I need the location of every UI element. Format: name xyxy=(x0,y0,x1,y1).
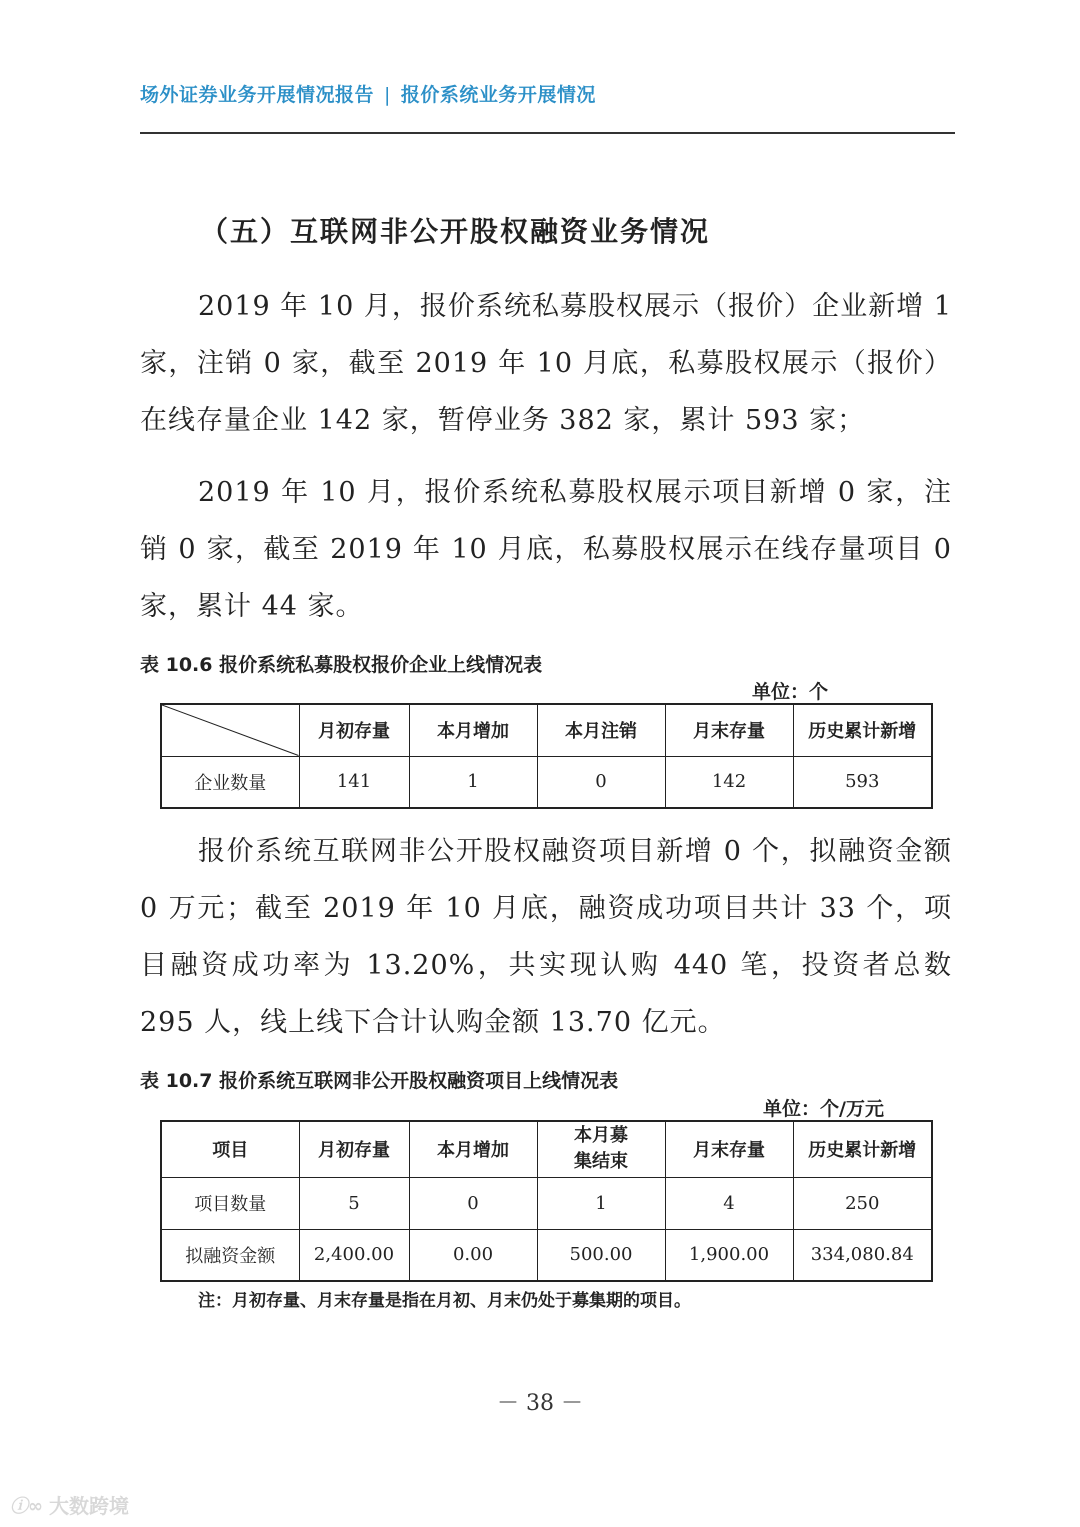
table2-cell: 项目数量 xyxy=(161,1177,299,1229)
table2-cell: 2,400.00 xyxy=(299,1229,409,1281)
table2-cell: 334,080.84 xyxy=(793,1229,932,1281)
table2-cell: 拟融资金额 xyxy=(161,1229,299,1281)
table2-header-cell: 月初存量 xyxy=(299,1121,409,1177)
table2-cell: 5 xyxy=(299,1177,409,1229)
paragraph-1: 2019 年 10 月，报价系统私募股权展示（报价）企业新增 1 家，注销 0 家，截至 2019 年 10 月底，私募股权展示（报价）在线存量企业 142 家，暂停业务 382 家，累计 593 家； xyxy=(140,291,952,436)
table2-cell: 250 xyxy=(793,1177,932,1229)
table1-cell: 142 xyxy=(665,756,793,808)
table2-cell: 1,900.00 xyxy=(665,1229,793,1281)
table2-cell: 0.00 xyxy=(409,1229,537,1281)
table2-cell: 500.00 xyxy=(537,1229,665,1281)
watermark xyxy=(10,1490,129,1519)
table2-caption: 表 10.7 报价系统互联网非公开股权融资项目上线情况表 xyxy=(140,1070,619,1092)
running-header xyxy=(140,80,596,107)
table2-header-cell: 本月募集结束 xyxy=(537,1121,665,1177)
table2-cell: 1 xyxy=(537,1177,665,1229)
table1-header-cell: 本月注销 xyxy=(537,704,665,756)
table2-unit: 单位：个/万元 xyxy=(763,1098,884,1120)
header-rule xyxy=(140,132,955,134)
table1-cell: 0 xyxy=(537,756,665,808)
table1-header-cell: 月初存量 xyxy=(299,704,409,756)
paragraph-3: 报价系统互联网非公开股权融资项目新增 0 个，拟融资金额 0 万元；截至 2019 年 10 月底，融资成功项目共计 33 个，项目融资成功率为 13.20%，共实现认购 440 笔，投资者总数 295 人，线上线下合计认购金额 13.70 亿元。 xyxy=(140,836,952,1038)
table-row xyxy=(161,1177,932,1229)
table2-cell: 4 xyxy=(665,1177,793,1229)
table1-corner-cell xyxy=(161,704,299,756)
table2-note: 注：月初存量、月末存量是指在月初、月末仍处于募集期的项目。 xyxy=(198,1291,691,1311)
paragraph-2: 2019 年 10 月，报价系统私募股权展示项目新增 0 家，注销 0 家，截至 2019 年 10 月底，私募股权展示在线存量项目 0 家，累计 44 家。 xyxy=(140,477,952,622)
table1-cell: 593 xyxy=(793,756,932,808)
header-report-title: 场外证券业务开展情况报告 xyxy=(140,84,375,106)
table1 xyxy=(160,703,933,809)
table1-cell: 企业数量 xyxy=(161,756,299,808)
table1-header-cell: 历史累计新增 xyxy=(793,704,932,756)
header-separator: | xyxy=(384,84,391,106)
header-section-title: 报价系统业务开展情况 xyxy=(400,84,596,106)
table1-cell: 1 xyxy=(409,756,537,808)
table2-header-cell: 本月增加 xyxy=(409,1121,537,1177)
table2-cell: 0 xyxy=(409,1177,537,1229)
table2-header-row xyxy=(161,1121,932,1177)
table1-header-cell: 本月增加 xyxy=(409,704,537,756)
table1-header-row xyxy=(161,704,932,756)
page-number: － 38 － xyxy=(497,1391,583,1416)
watermark-logo-icon: ⓘ∞ xyxy=(10,1495,43,1517)
section-title: （五）互联网非公开股权融资业务情况 xyxy=(200,215,711,248)
table1-header-cell: 月末存量 xyxy=(665,704,793,756)
table2-header-cell: 项目 xyxy=(161,1121,299,1177)
table1-unit: 单位：个 xyxy=(751,681,828,703)
diagonal-line xyxy=(162,705,299,756)
table2-header-cell: 月末存量 xyxy=(665,1121,793,1177)
table1-cell: 141 xyxy=(299,756,409,808)
table2 xyxy=(160,1120,933,1282)
table-row xyxy=(161,756,932,808)
watermark-text: 大数跨境 xyxy=(49,1494,129,1518)
table2-header-cell: 历史累计新增 xyxy=(793,1121,932,1177)
table1-caption: 表 10.6 报价系统私募股权报价企业上线情况表 xyxy=(140,654,543,676)
table-row xyxy=(161,1229,932,1281)
